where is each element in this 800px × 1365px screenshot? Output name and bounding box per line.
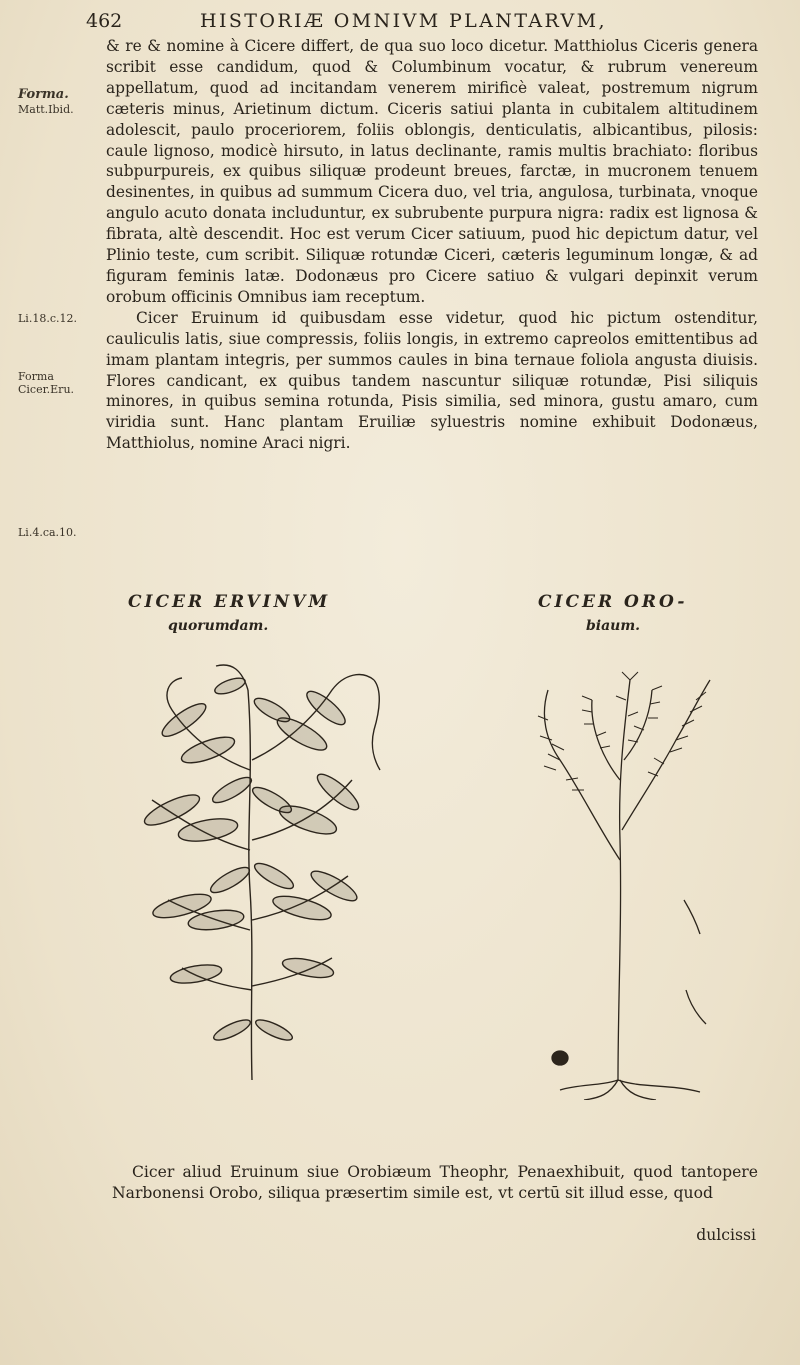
- bottom-paragraph: [112, 1162, 758, 1204]
- figure-title: CICER ORO-: [538, 592, 688, 612]
- figure-subtitle: biaum.: [586, 618, 641, 634]
- catchword: dulcissi: [696, 1226, 756, 1244]
- paragraph: Cicer Eruinum id quibusdam esse videtur, quod hic pictum ostenditur, cauliculis latis, siue compressis, foliis longis, in extremo capreolos emittentibus ad imam plantam integris, per summos caules in bina ternaue foliola angusta diuisis. Flores candicant, ex quibus tandem nascuntur siliquæ rotundæ, Pisi siliquis minores, in quibus semina rotunda, Pisis similia, sed minora, gustu amaro, cum viridia sunt. Hanc plantam Eruiliæ syluestris nomine exhibuit Dodonæus, Matthiolus, nomine Araci nigri.: [106, 308, 758, 453]
- margin-note-dodonaeus: Li.4.ca.10.: [18, 526, 77, 539]
- paragraph: Cicer aliud Eruinum siue Orobiæum Theophr, Penaexhibuit, quod tantopere Narbonensi Orobo, siliqua præsertim simile est, vt certū sit illud esse, quod: [112, 1163, 758, 1202]
- margin-note-matt: Matt.Ibid.: [18, 103, 74, 116]
- seed-icon: [552, 1051, 568, 1065]
- paragraph: & re & nomine à Cicere differt, de qua suo loco dicetur. Matthiolus Ciceris genera scribit esse candidum, quod & Columbinum vocatur, & rubrum venereum appellatum, quod ad incitandam venerem mirificè valeat, postremum nigrum cæteris minus, Arietinum dictum. Ciceris satiui planta in cubitalem altitudinem adolescit, paulo proceriorem, foliis oblongis, denticulatis, albicantibus, pilosis: caule lignoso, modicè hirsuto, in latus declinante, ramis multis brachiato: floribus subpurpureis, ex quibus siliquæ prodeunt breues, farctæ, in mucronem tenuem desinentes, in quibus ad summum Cicera duo, vel tria, angulosa, turbinata, vnoque angulo acuto donata includuntur, ex subrubente purpura nigra: radix est lignosa & fibrata, altè descendit. Hoc est verum Cicer satiuum, puod hic depictum datur, vel Plinio teste, cum scribit. Siliquæ rotundæ Ciceri, cæteris leguminum longæ, & ad figuram feminis latæ. Dodonæus pro Cicere satiuo & vulgari depinxit verum orobum officinis Omnibus iam receptum.: [106, 37, 758, 306]
- running-title: HISTORIÆ OMNIVM PLANTARVM,: [200, 10, 607, 32]
- figure-subtitle: quorumdam.: [168, 618, 269, 634]
- figure-title: CICER ERVINVM: [128, 592, 331, 612]
- margin-note-plinio: Li.18.c.12.: [18, 312, 77, 325]
- margin-note-forma: Forma.: [18, 87, 69, 102]
- plant-woodcut-icon: [112, 650, 392, 1090]
- plant-stems: [544, 680, 710, 1100]
- page-header: [0, 8, 800, 38]
- body-text: [106, 36, 758, 454]
- plant-woodcut-icon: [500, 660, 740, 1100]
- page-number: 462: [86, 10, 123, 32]
- margin-note-forma-cicer: Forma Cicer.Eru.: [18, 370, 75, 396]
